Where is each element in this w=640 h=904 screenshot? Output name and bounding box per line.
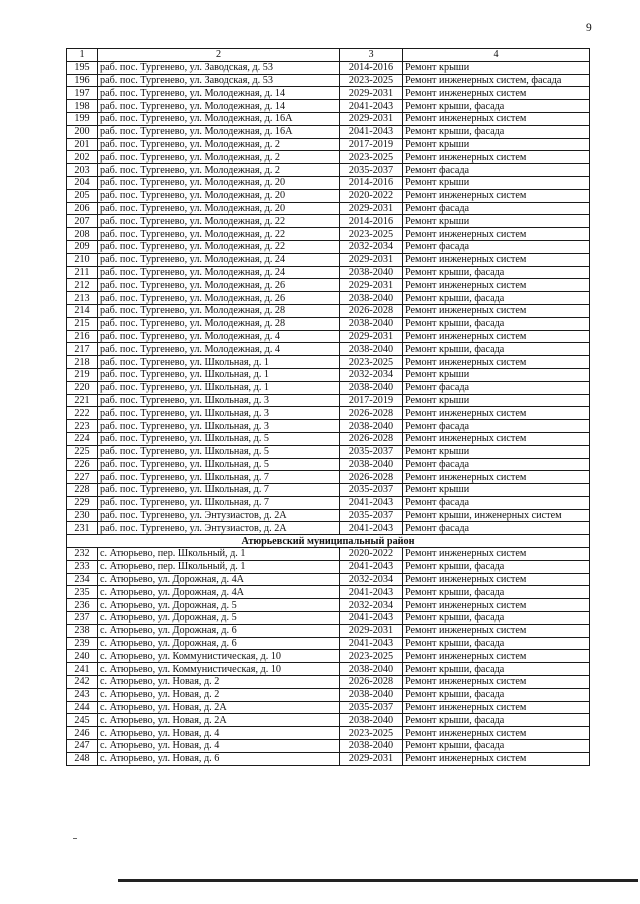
work-type: Ремонт инженерных систем [403,304,590,317]
table-row [67,599,590,612]
period: 2023-2025 [340,650,403,663]
address: с. Атюрьево, ул. Новая, д. 2А [98,701,340,714]
address: с. Атюрьево, ул. Новая, д. 2 [98,688,340,701]
address: с. Атюрьево, пер. Школьный, д. 1 [98,560,340,573]
period: 2038-2040 [340,458,403,471]
table-row [67,509,590,522]
row-number: 226 [67,458,98,471]
address: раб. пос. Тургенево, ул. Школьная, д. 1 [98,381,340,394]
work-type: Ремонт крыши, инженерных систем [403,509,590,522]
address: раб. пос. Тургенево, ул. Молодежная, д. 26 [98,279,340,292]
address: раб. пос. Тургенево, ул. Молодежная, д. 16А [98,125,340,138]
period: 2038-2040 [340,292,403,305]
work-type: Ремонт крыши, фасада [403,612,590,625]
work-type: Ремонт крыши [403,445,590,458]
row-number: 221 [67,394,98,407]
period: 2032-2034 [340,368,403,381]
work-type: Ремонт инженерных систем [403,432,590,445]
table-row [67,189,590,202]
work-type: Ремонт крыши, фасада [403,560,590,573]
period: 2029-2031 [340,752,403,765]
table-row [67,253,590,266]
work-type: Ремонт инженерных систем [403,112,590,125]
period: 2023-2025 [340,74,403,87]
work-type: Ремонт фасада [403,496,590,509]
address: раб. пос. Тургенево, ул. Энтузиастов, д. 2А [98,522,340,535]
work-type: Ремонт крыши, фасада [403,740,590,753]
row-number: 245 [67,714,98,727]
row-number: 233 [67,560,98,573]
address: раб. пос. Тургенево, ул. Молодежная, д. 2 [98,151,340,164]
period: 2041-2043 [340,496,403,509]
row-number: 207 [67,215,98,228]
table-row [67,688,590,701]
period: 2029-2031 [340,279,403,292]
period: 2014-2016 [340,176,403,189]
address: с. Атюрьево, ул. Дорожная, д. 5 [98,612,340,625]
table-body-before-section [67,49,590,535]
table-row [67,586,590,599]
table-row [67,484,590,497]
work-type: Ремонт инженерных систем [403,189,590,202]
period: 2035-2037 [340,445,403,458]
period: 2023-2025 [340,151,403,164]
row-number: 213 [67,292,98,305]
row-number: 216 [67,330,98,343]
work-type: Ремонт инженерных систем [403,253,590,266]
row-number: 201 [67,138,98,151]
table-row [67,279,590,292]
period: 2038-2040 [340,740,403,753]
table-row [67,317,590,330]
address: с. Атюрьево, ул. Новая, д. 2 [98,676,340,689]
period: 2023-2025 [340,228,403,241]
row-number: 198 [67,100,98,113]
work-type: Ремонт крыши [403,138,590,151]
address: раб. пос. Тургенево, ул. Молодежная, д. 28 [98,317,340,330]
row-number: 203 [67,164,98,177]
period: 2041-2043 [340,612,403,625]
address: раб. пос. Тургенево, ул. Школьная, д. 3 [98,420,340,433]
row-number: 240 [67,650,98,663]
table-row [67,560,590,573]
table-row [67,164,590,177]
period: 2026-2028 [340,407,403,420]
address: раб. пос. Тургенево, ул. Школьная, д. 1 [98,368,340,381]
work-type: Ремонт крыши, фасада [403,266,590,279]
work-type: Ремонт фасада [403,522,590,535]
work-type: Ремонт инженерных систем [403,676,590,689]
work-type: Ремонт крыши [403,61,590,74]
period: 2029-2031 [340,112,403,125]
table-row [67,112,590,125]
period: 2041-2043 [340,586,403,599]
table-row [67,74,590,87]
column-number-row [67,49,590,62]
period: 2035-2037 [340,484,403,497]
period: 2038-2040 [340,688,403,701]
table-row [67,573,590,586]
table-row [67,420,590,433]
period: 2026-2028 [340,304,403,317]
work-type: Ремонт крыши [403,176,590,189]
address: раб. пос. Тургенево, ул. Школьная, д. 3 [98,407,340,420]
period: 2032-2034 [340,573,403,586]
row-number: 225 [67,445,98,458]
period: 2026-2028 [340,676,403,689]
period: 2035-2037 [340,164,403,177]
period: 2038-2040 [340,663,403,676]
work-type: Ремонт фасада [403,202,590,215]
address: раб. пос. Тургенево, ул. Школьная, д. 5 [98,432,340,445]
period: 2014-2016 [340,61,403,74]
address: раб. пос. Тургенево, ул. Молодежная, д. 24 [98,266,340,279]
work-type: Ремонт крыши [403,215,590,228]
period: 2023-2025 [340,356,403,369]
table-row [67,740,590,753]
period: 2029-2031 [340,202,403,215]
row-number: 237 [67,612,98,625]
row-number: 232 [67,548,98,561]
row-number: 204 [67,176,98,189]
period: 2029-2031 [340,330,403,343]
period: 2038-2040 [340,266,403,279]
work-type: Ремонт инженерных систем, фасада [403,74,590,87]
row-number: 215 [67,317,98,330]
row-number: 218 [67,356,98,369]
section-title: Атюрьевский муниципальный район [67,535,590,548]
table-row [67,356,590,369]
table-row [67,151,590,164]
address: раб. пос. Тургенево, ул. Молодежная, д. 2 [98,164,340,177]
row-number: 241 [67,663,98,676]
period: 2038-2040 [340,381,403,394]
table-row [67,240,590,253]
address: раб. пос. Тургенево, ул. Молодежная, д. 4 [98,330,340,343]
period: 2032-2034 [340,599,403,612]
work-type: Ремонт фасада [403,164,590,177]
table-row [67,471,590,484]
section-row-group [67,535,590,548]
address: раб. пос. Тургенево, ул. Заводская, д. 53 [98,61,340,74]
address: раб. пос. Тургенево, ул. Молодежная, д. 20 [98,189,340,202]
address: с. Атюрьево, ул. Дорожная, д. 6 [98,624,340,637]
table-row [67,100,590,113]
address: раб. пос. Тургенево, ул. Молодежная, д. 20 [98,176,340,189]
row-number: 211 [67,266,98,279]
address: раб. пос. Тургенево, ул. Школьная, д. 3 [98,394,340,407]
table-row [67,458,590,471]
address: раб. пос. Тургенево, ул. Школьная, д. 7 [98,496,340,509]
table-row [67,215,590,228]
table-row [67,548,590,561]
row-number: 230 [67,509,98,522]
row-number: 224 [67,432,98,445]
address: с. Атюрьево, ул. Дорожная, д. 4А [98,573,340,586]
work-type: Ремонт инженерных систем [403,752,590,765]
row-number: 231 [67,522,98,535]
column-header-2: 2 [98,49,340,62]
address: с. Атюрьево, ул. Дорожная, д. 5 [98,599,340,612]
table-row [67,432,590,445]
table-row [67,752,590,765]
row-number: 242 [67,676,98,689]
table-row [67,637,590,650]
row-number: 229 [67,496,98,509]
work-type: Ремонт инженерных систем [403,573,590,586]
row-number: 228 [67,484,98,497]
period: 2038-2040 [340,420,403,433]
period: 2029-2031 [340,253,403,266]
table-row [67,343,590,356]
work-type: Ремонт крыши, фасада [403,586,590,599]
address: раб. пос. Тургенево, ул. Школьная, д. 7 [98,484,340,497]
row-number: 248 [67,752,98,765]
row-number: 217 [67,343,98,356]
table-row [67,624,590,637]
work-type: Ремонт фасада [403,240,590,253]
address: раб. пос. Тургенево, ул. Молодежная, д. 16А [98,112,340,125]
section-row [67,535,590,548]
period: 2017-2019 [340,394,403,407]
row-number: 235 [67,586,98,599]
period: 2041-2043 [340,560,403,573]
table-row [67,522,590,535]
address: с. Атюрьево, ул. Коммунистическая, д. 10 [98,663,340,676]
work-type: Ремонт инженерных систем [403,548,590,561]
period: 2026-2028 [340,471,403,484]
column-header-3: 3 [340,49,403,62]
address: раб. пос. Тургенево, ул. Молодежная, д. 28 [98,304,340,317]
row-number: 197 [67,87,98,100]
work-type: Ремонт крыши, фасада [403,688,590,701]
address: раб. пос. Тургенево, ул. Заводская, д. 53 [98,74,340,87]
row-number: 195 [67,61,98,74]
table-row [67,676,590,689]
period: 2041-2043 [340,125,403,138]
period: 2035-2037 [340,701,403,714]
table-row [67,304,590,317]
table-row [67,612,590,625]
table-row [67,407,590,420]
work-type: Ремонт инженерных систем [403,330,590,343]
row-number: 223 [67,420,98,433]
period: 2032-2034 [340,240,403,253]
work-type: Ремонт инженерных систем [403,87,590,100]
work-type: Ремонт инженерных систем [403,471,590,484]
period: 2020-2022 [340,189,403,202]
work-type: Ремонт крыши [403,394,590,407]
row-number: 236 [67,599,98,612]
work-type: Ремонт крыши, фасада [403,637,590,650]
row-number: 208 [67,228,98,241]
table-row [67,714,590,727]
table-row [67,176,590,189]
row-number: 247 [67,740,98,753]
address: раб. пос. Тургенево, ул. Молодежная, д. 26 [98,292,340,305]
address: с. Атюрьево, ул. Новая, д. 6 [98,752,340,765]
column-header-1: 1 [67,49,98,62]
row-number: 200 [67,125,98,138]
work-type: Ремонт крыши, фасада [403,100,590,113]
table-row [67,138,590,151]
row-number: 239 [67,637,98,650]
work-type: Ремонт инженерных систем [403,599,590,612]
address: раб. пос. Тургенево, ул. Молодежная, д. 2 [98,138,340,151]
table-row [67,87,590,100]
period: 2041-2043 [340,522,403,535]
work-type: Ремонт крыши, фасада [403,663,590,676]
work-type: Ремонт инженерных систем [403,356,590,369]
table-row [67,266,590,279]
row-number: 209 [67,240,98,253]
repair-schedule-table [66,48,590,766]
row-number: 206 [67,202,98,215]
period: 2023-2025 [340,727,403,740]
row-number: 234 [67,573,98,586]
address: с. Атюрьево, ул. Новая, д. 4 [98,727,340,740]
row-number: 214 [67,304,98,317]
work-type: Ремонт крыши [403,484,590,497]
table-row [67,368,590,381]
table-row [67,663,590,676]
address: с. Атюрьево, ул. Дорожная, д. 4А [98,586,340,599]
table-row [67,292,590,305]
table-row [67,496,590,509]
table-row [67,727,590,740]
period: 2029-2031 [340,87,403,100]
address: раб. пос. Тургенево, ул. Молодежная, д. 22 [98,215,340,228]
address: раб. пос. Тургенево, ул. Молодежная, д. 4 [98,343,340,356]
row-number: 246 [67,727,98,740]
row-number: 199 [67,112,98,125]
work-type: Ремонт крыши, фасада [403,714,590,727]
table-row [67,445,590,458]
row-number: 210 [67,253,98,266]
address: с. Атюрьево, пер. Школьный, д. 1 [98,548,340,561]
work-type: Ремонт крыши, фасада [403,292,590,305]
row-number: 238 [67,624,98,637]
row-number: 202 [67,151,98,164]
address: раб. пос. Тургенево, ул. Молодежная, д. 22 [98,228,340,241]
bottom-scan-stroke [118,879,638,882]
work-type: Ремонт крыши, фасада [403,317,590,330]
table-row [67,202,590,215]
row-number: 205 [67,189,98,202]
work-type: Ремонт инженерных систем [403,701,590,714]
address: раб. пос. Тургенево, ул. Школьная, д. 5 [98,445,340,458]
period: 2029-2031 [340,624,403,637]
page-number: 9 [586,22,592,34]
row-number: 196 [67,74,98,87]
table-row [67,228,590,241]
address: раб. пос. Тургенево, ул. Школьная, д. 1 [98,356,340,369]
work-type: Ремонт фасада [403,381,590,394]
table-row [67,701,590,714]
row-number: 220 [67,381,98,394]
row-number: 243 [67,688,98,701]
work-type: Ремонт инженерных систем [403,151,590,164]
period: 2038-2040 [340,343,403,356]
row-number: 244 [67,701,98,714]
row-number: 219 [67,368,98,381]
column-header-4: 4 [403,49,590,62]
work-type: Ремонт крыши, фасада [403,343,590,356]
row-number: 222 [67,407,98,420]
address: раб. пос. Тургенево, ул. Молодежная, д. 20 [98,202,340,215]
address: раб. пос. Тургенево, ул. Молодежная, д. 22 [98,240,340,253]
period: 2026-2028 [340,432,403,445]
work-type: Ремонт инженерных систем [403,279,590,292]
period: 2014-2016 [340,215,403,228]
work-type: Ремонт инженерных систем [403,650,590,663]
address: с. Атюрьево, ул. Коммунистическая, д. 10 [98,650,340,663]
address: с. Атюрьево, ул. Дорожная, д. 6 [98,637,340,650]
work-type: Ремонт инженерных систем [403,624,590,637]
work-type: Ремонт инженерных систем [403,407,590,420]
work-type: Ремонт фасада [403,458,590,471]
address: раб. пос. Тургенево, ул. Молодежная, д. 24 [98,253,340,266]
address: с. Атюрьево, ул. Новая, д. 4 [98,740,340,753]
period: 2035-2037 [340,509,403,522]
table-body-after-section [67,548,590,766]
address: раб. пос. Тургенево, ул. Школьная, д. 7 [98,471,340,484]
period: 2017-2019 [340,138,403,151]
table-row [67,381,590,394]
row-number: 212 [67,279,98,292]
period: 2041-2043 [340,637,403,650]
scan-mark [73,838,77,839]
table-row [67,125,590,138]
address: с. Атюрьево, ул. Новая, д. 2А [98,714,340,727]
table-row [67,61,590,74]
work-type: Ремонт крыши, фасада [403,125,590,138]
address: раб. пос. Тургенево, ул. Энтузиастов, д. 2А [98,509,340,522]
row-number: 227 [67,471,98,484]
period: 2038-2040 [340,317,403,330]
work-type: Ремонт крыши [403,368,590,381]
period: 2041-2043 [340,100,403,113]
address: раб. пос. Тургенево, ул. Школьная, д. 5 [98,458,340,471]
work-type: Ремонт инженерных систем [403,228,590,241]
table-row [67,650,590,663]
table-row [67,330,590,343]
address: раб. пос. Тургенево, ул. Молодежная, д. 14 [98,87,340,100]
work-type: Ремонт фасада [403,420,590,433]
address: раб. пос. Тургенево, ул. Молодежная, д. 14 [98,100,340,113]
period: 2020-2022 [340,548,403,561]
period: 2038-2040 [340,714,403,727]
table-row [67,394,590,407]
work-type: Ремонт инженерных систем [403,727,590,740]
